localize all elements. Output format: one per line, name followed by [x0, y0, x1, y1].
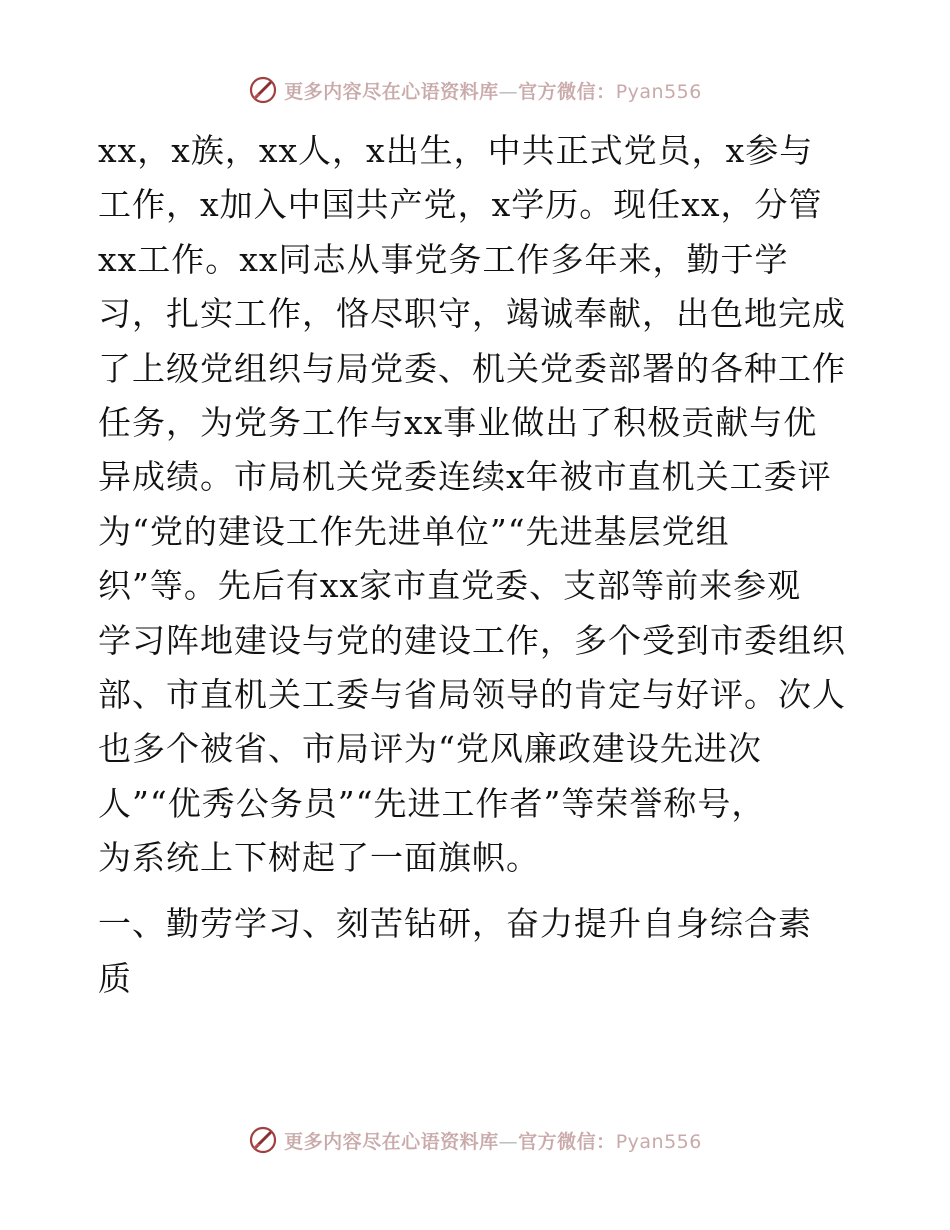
body-line: 学习阵地建设与党的建设工作，多个受到市委组织 [98, 620, 846, 660]
brush-logo-icon [248, 75, 278, 105]
watermark-text: 更多内容尽在心语资料库—官方微信：Pyan556 [284, 1130, 702, 1153]
watermark-text: 更多内容尽在心语资料库—官方微信：Pyan556 [284, 80, 702, 103]
header-watermark [0, 72, 950, 108]
body-line: 部、市直机关工委与省局领导的肯定与好评。次人 [98, 674, 846, 714]
body-line: xx，x族，xx人，x出生，中共正式党员，x参与 [98, 131, 814, 170]
brush-logo-icon [248, 1125, 278, 1155]
body-line: 工作，x加入中国共产党，x学历。现任xx，分管 [98, 185, 823, 225]
section-heading: 一、勤劳学习、刻苦钻研，奋力提升自身综合素 [98, 904, 812, 944]
body-line: 为“党的建设工作先进单位”“先进基层党组 [98, 511, 730, 551]
body-line: 为系统上下树起了一面旗帜。 [98, 838, 540, 878]
body-line: 也多个被省、市局评为“党风廉政建设先进次 [98, 729, 762, 769]
body-line: 习，扎实工作，恪尽职守，竭诚奉献，出色地完成 [98, 294, 846, 334]
paragraph-gap [98, 885, 858, 897]
body-line: 任务，为党务工作与xx事业做出了积极贡献与优 [98, 402, 818, 442]
body-line: 人”“优秀公务员”“先进工作者”等荣誉称号， [98, 783, 766, 823]
section-heading: 质 [98, 958, 132, 998]
body-line: 异成绩。市局机关党委连续x年被市直机关工委评 [98, 457, 832, 497]
body-line: 织”等。先后有xx家市直党委、支部等前来参观 [98, 566, 802, 606]
body-line: xx工作。xx同志从事党务工作多年来，勤于学 [98, 239, 789, 279]
document-body [98, 124, 858, 1006]
body-line: 了上级党组织与局党委、机关党委部署的各种工作 [98, 348, 846, 388]
footer-watermark [0, 1122, 950, 1158]
